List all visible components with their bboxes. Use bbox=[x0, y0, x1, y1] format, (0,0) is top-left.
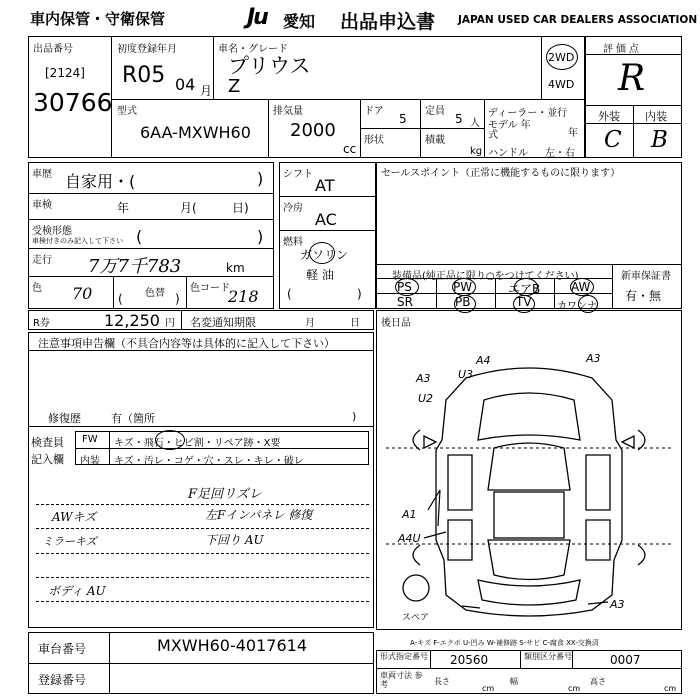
sheet-title: 出品申込書 bbox=[340, 11, 436, 33]
warranty-value: 有・無 bbox=[625, 289, 662, 303]
history-label: 車歴 bbox=[32, 169, 52, 180]
exterior-label: 外装 bbox=[598, 110, 620, 123]
model-value: 6AA-MXWH60 bbox=[140, 123, 251, 142]
type-no-label: 形式指定番号 bbox=[380, 652, 428, 661]
load-unit: kg bbox=[470, 146, 483, 157]
dims-label: 車両寸法 参考 bbox=[380, 671, 423, 689]
recycle-label: R券 bbox=[33, 318, 50, 329]
remark-line4: ボディ AU bbox=[48, 584, 106, 598]
damage-legend: A-キズ F-エクボ U-凹み W-補修跡 S-サビ C-腐食 XX-交換済 bbox=[410, 639, 599, 647]
mark-a1: A1 bbox=[402, 508, 417, 521]
fuel-open: ( bbox=[287, 287, 292, 301]
chassis-value: MXWH60-4017614 bbox=[157, 636, 308, 655]
remark-line3-left: ミラーキズ bbox=[42, 535, 97, 548]
fw-label: FW bbox=[82, 434, 98, 445]
mark-u3: U3 bbox=[458, 368, 474, 381]
shift-value: AT bbox=[315, 176, 335, 195]
aircon-value: AC bbox=[315, 210, 337, 229]
lot-code: [2124] bbox=[45, 66, 85, 80]
dims-width: 幅 bbox=[510, 677, 518, 686]
color-code-value: 218 bbox=[228, 287, 259, 306]
lot-label: 出品番号 bbox=[33, 44, 73, 55]
repair-close: ) bbox=[352, 410, 357, 423]
dims-length-unit: cm bbox=[482, 684, 495, 693]
remark-line2-right: 左Fインパネレ 修復 bbox=[205, 508, 313, 522]
load-label: 積載 bbox=[425, 135, 445, 146]
mark-a4-front: A4 bbox=[476, 354, 491, 367]
inspection-day: 日) bbox=[232, 201, 249, 215]
rating-score: R bbox=[618, 58, 646, 99]
inspection-year: 年 bbox=[117, 201, 130, 215]
drive-4wd: 4WD bbox=[548, 78, 575, 91]
capacity-label: 定員 bbox=[425, 106, 445, 117]
dims-height-unit: cm bbox=[664, 684, 677, 693]
notice-label: 名変通知期限 bbox=[190, 316, 256, 329]
equip-airbag: エアB bbox=[508, 282, 541, 296]
rating-label: 評価点 bbox=[603, 44, 642, 55]
equip-sr: SR bbox=[397, 295, 413, 309]
fuel-circle bbox=[309, 242, 335, 264]
equip-tv: TV bbox=[516, 295, 532, 309]
color-code-label: 色コード bbox=[190, 283, 230, 294]
equip-pb: PB bbox=[455, 295, 471, 309]
mark-a3-left: A3 bbox=[416, 372, 431, 385]
equipment-label: 装備品(純正品に限り○をつけてください) bbox=[392, 271, 579, 282]
circle-airbag bbox=[514, 278, 538, 296]
registration-year: R05 bbox=[122, 63, 166, 88]
model-label: 型式 bbox=[117, 106, 137, 117]
receive-close: ) bbox=[257, 227, 264, 246]
lot-number: 30766 bbox=[33, 88, 113, 117]
recycle-unit: 円 bbox=[165, 318, 175, 329]
history-value: 自家用・( bbox=[65, 172, 136, 191]
dims-width-unit: cm bbox=[568, 684, 581, 693]
equip-navi: カワンナ bbox=[557, 301, 597, 312]
remark-line3-right: 下回り AU bbox=[205, 533, 264, 547]
year-unit: 年 bbox=[568, 128, 578, 139]
mileage-unit: km bbox=[226, 261, 245, 275]
sales-point-label: セールスポイント（正常に機能するものに限ります） bbox=[381, 168, 621, 179]
storage-header: 車内保管・守衛保管 bbox=[30, 10, 166, 28]
equip-pw: PW bbox=[453, 280, 473, 294]
dims-length: 長さ bbox=[434, 677, 450, 686]
mileage-value: 7万7千783 bbox=[88, 256, 182, 277]
car-name-label: 車名・グレード bbox=[218, 44, 288, 55]
interior-grade: B bbox=[651, 127, 668, 153]
inspector-label1: 検査員 bbox=[31, 436, 64, 449]
mileage-label: 走行 bbox=[32, 255, 52, 266]
fuel-diesel: 軽 油 bbox=[306, 268, 334, 282]
inspection-month: 月( bbox=[180, 201, 197, 215]
mark-a3-front: A3 bbox=[586, 352, 601, 365]
interior-check-label: 内装 bbox=[80, 456, 100, 467]
repair-value: 有（箇所 bbox=[111, 412, 155, 425]
handle-label: ハンドル bbox=[488, 148, 528, 159]
dealer-label: ディーラー・並行 bbox=[488, 108, 568, 119]
spare-label: スペア bbox=[402, 613, 430, 623]
fuel-label: 燃料 bbox=[283, 237, 303, 248]
repair-label: 修復歴 bbox=[48, 412, 81, 425]
car-grade: Z bbox=[228, 76, 241, 97]
history-close: ) bbox=[257, 169, 264, 188]
displacement-label: 排気量 bbox=[273, 106, 303, 117]
registration-month: 04 bbox=[175, 75, 196, 94]
type-no-value: 20560 bbox=[450, 653, 489, 667]
receive-open: ( bbox=[136, 227, 143, 246]
color-value: 70 bbox=[72, 284, 93, 303]
car-damage-diagram bbox=[376, 330, 682, 630]
logo-text: 愛知 bbox=[283, 12, 316, 31]
color-label: 色 bbox=[32, 283, 42, 294]
interior-items: キズ・汚レ・コゲ・穴・スレ・キレ・破レ bbox=[114, 456, 304, 467]
recycle-value: 12,250 bbox=[104, 311, 160, 330]
chassis-label: 車台番号 bbox=[38, 642, 87, 656]
exterior-grade: C bbox=[604, 127, 622, 153]
drive-2wd: 2WD bbox=[548, 51, 575, 64]
fw-items: キズ・飛石・ヒビ割・リペア跡・X要 bbox=[114, 438, 281, 449]
equip-aw: AW bbox=[571, 280, 591, 294]
notice-month: 月 bbox=[305, 318, 315, 329]
shape-label: 形状 bbox=[364, 135, 384, 146]
registration-month-unit: 月 bbox=[200, 84, 213, 98]
class-no-label: 類別区分番号 bbox=[524, 652, 572, 661]
interior-label: 内装 bbox=[645, 110, 667, 123]
mark-a4u: A4U bbox=[398, 532, 421, 545]
notice-day: 日 bbox=[350, 318, 360, 329]
model-year-label: モデル 年式 bbox=[488, 120, 531, 141]
capacity-value: 5 bbox=[455, 112, 463, 126]
circle-chip bbox=[155, 430, 185, 450]
warranty-label: 新車保証書 bbox=[621, 271, 671, 282]
fuel-gas: ガソリン bbox=[300, 248, 349, 262]
shift-label: シフト bbox=[283, 169, 313, 180]
receive-note: 車検付きのみ記入して下さい bbox=[32, 237, 123, 245]
dims-height: 高さ bbox=[590, 677, 606, 686]
doors-label: ドア bbox=[364, 106, 384, 117]
remarks-label: 注意事項申告欄（不具合内容等は具体的に記入して下さい） bbox=[38, 337, 335, 350]
car-name: プリウス bbox=[228, 54, 311, 78]
ju-logo: Ju bbox=[247, 5, 267, 30]
fuel-close: ) bbox=[357, 287, 362, 301]
equip-ps: PS bbox=[397, 280, 412, 294]
later-docs-label: 後日品 bbox=[381, 318, 411, 329]
mark-u2: U2 bbox=[418, 392, 434, 405]
circle-ps bbox=[395, 278, 419, 296]
inspection-label: 車検 bbox=[32, 200, 52, 211]
doors-value: 5 bbox=[399, 112, 407, 126]
handle-options: 左・右 bbox=[545, 148, 575, 159]
mark-a3-rear: A3 bbox=[610, 598, 625, 611]
remark-line2-left: AWキズ bbox=[52, 510, 97, 524]
aircon-label: 冷房 bbox=[283, 203, 303, 214]
circle-pw bbox=[452, 278, 476, 296]
displacement-unit: cc bbox=[343, 142, 357, 156]
color-swap-close: ) bbox=[175, 292, 180, 306]
color-swap-open: ( bbox=[118, 292, 123, 306]
plate-label: 登録番号 bbox=[38, 673, 87, 687]
remark-line1: F足回リズレ bbox=[188, 487, 262, 502]
association-name: JAPAN USED CAR DEALERS ASSOCIATION bbox=[458, 14, 698, 26]
color-swap-label: 色替 bbox=[145, 288, 165, 299]
circle-aw bbox=[570, 278, 594, 296]
class-no-value: 0007 bbox=[610, 653, 641, 667]
displacement-value: 2000 bbox=[290, 120, 336, 141]
capacity-unit: 人 bbox=[470, 118, 480, 129]
inspector-label2: 記入欄 bbox=[31, 453, 64, 466]
receive-label: 受検形態 bbox=[32, 226, 72, 237]
registration-label: 初度登録年月 bbox=[117, 44, 177, 55]
